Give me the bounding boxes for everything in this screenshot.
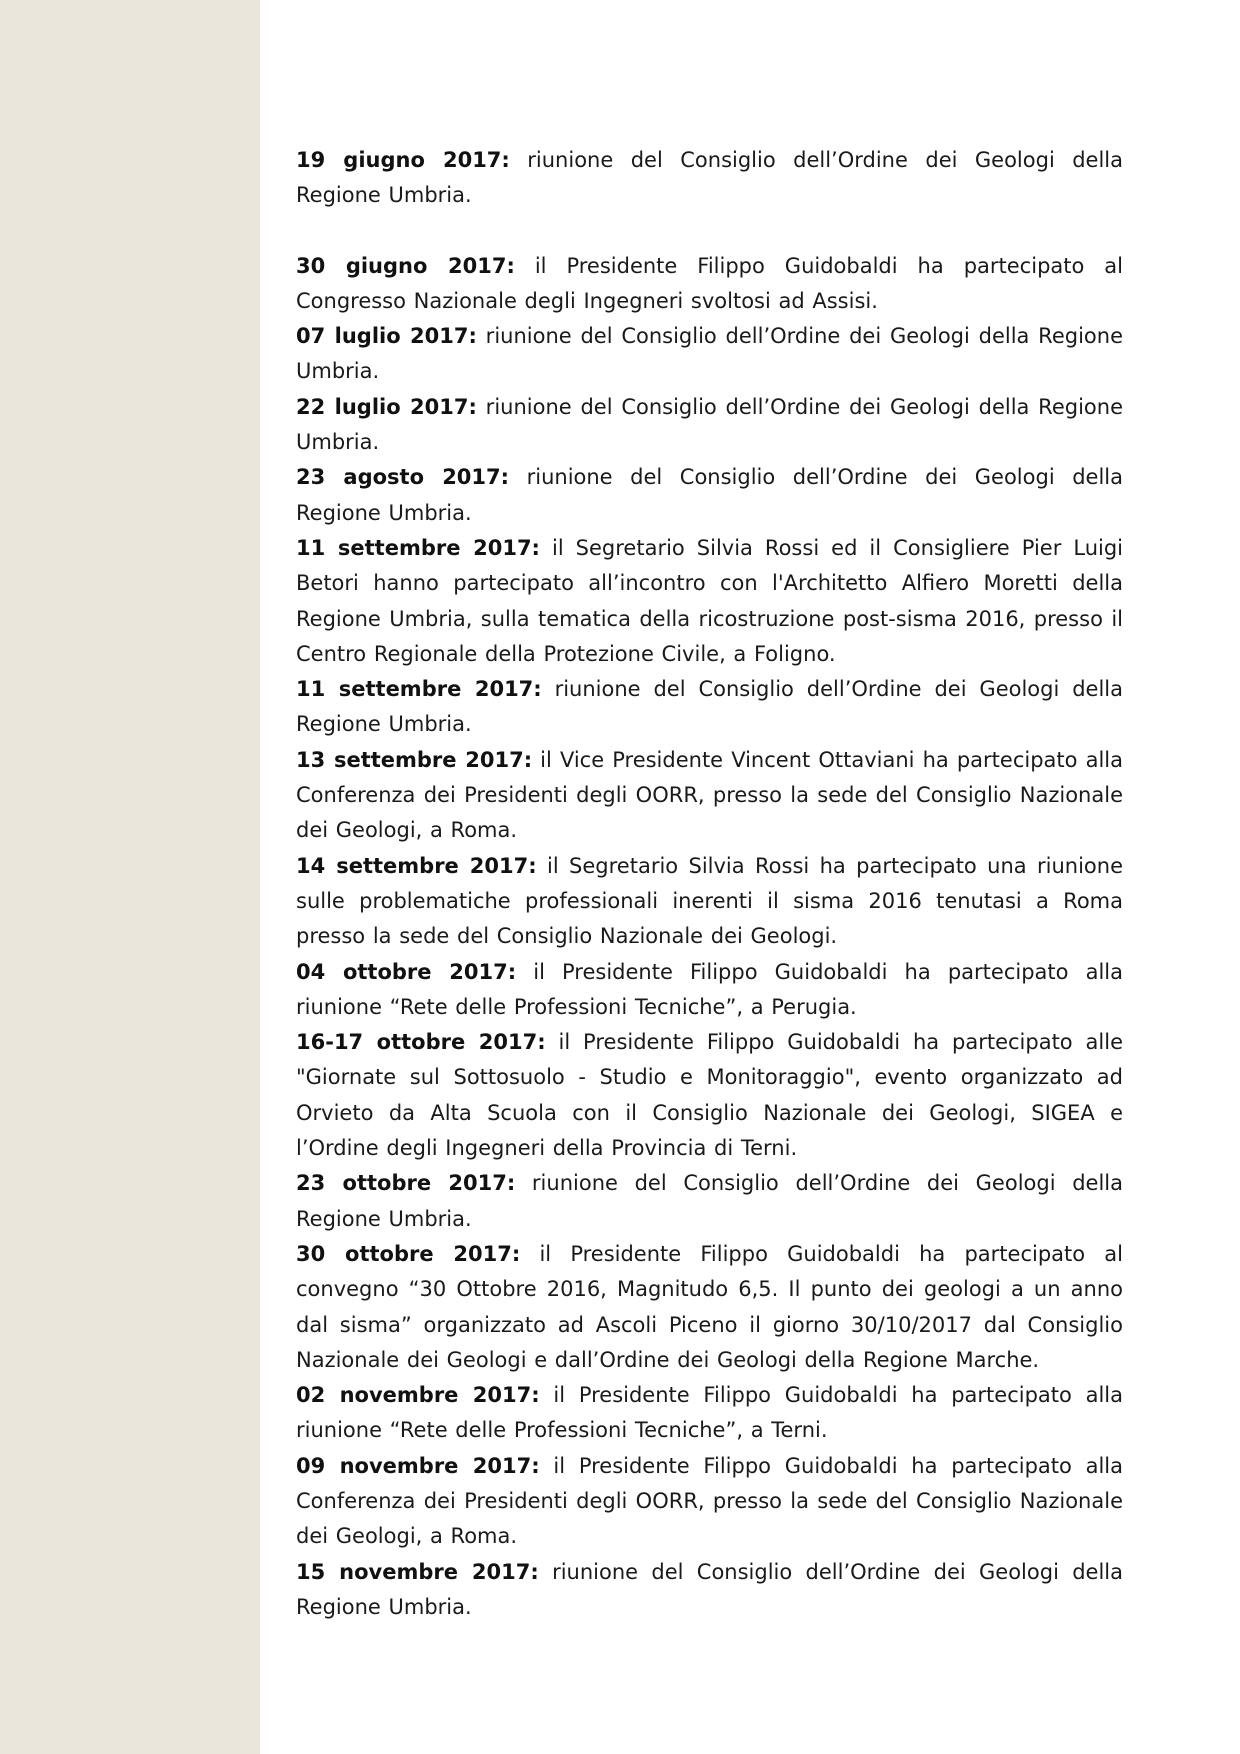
event-description: riunione del Consiglio dell’Ordine dei Geologi della Regione Umbria. [296, 465, 1123, 525]
event-date: 23 agosto 2017: [296, 465, 510, 490]
event-entry [296, 1166, 1123, 1237]
event-description: riunione del Consiglio dell’Ordine dei Geologi della Regione Umbria. [296, 394, 1123, 455]
event-entry [296, 1025, 1123, 1166]
event-date: 04 ottobre 2017: [296, 959, 517, 984]
event-entry [296, 249, 1123, 320]
event-date: 23 ottobre 2017: [296, 1171, 516, 1196]
event-description: riunione del Consiglio dell’Ordine dei Geologi della Regione Umbria. [296, 148, 1124, 208]
event-entry [296, 743, 1123, 849]
event-description: il Segretario Silvia Rossi ha partecipato una riunione sulle problematiche professionali inerenti il sisma 2016 tenutasi a Roma presso la sede del Consiglio Nazionale dei Geologi. [296, 853, 1123, 949]
page-side-band [0, 0, 260, 1754]
event-description: riunione del Consiglio dell’Ordine dei Geologi della Regione Umbria. [296, 1171, 1123, 1231]
event-date: 11 settembre 2017: [296, 535, 540, 560]
event-entry [296, 1555, 1123, 1626]
event-entry [296, 955, 1123, 1026]
event-date: 22 luglio 2017: [296, 394, 477, 419]
event-description: il Presidente Filippo Guidobaldi ha partecipato al convegno “30 Ottobre 2016, Magnitudo 6,5. Il punto dei geologi a un anno dal sisma” organizzato ad Ascoli Piceno il giorno 30/10/2017 dal Consiglio Nazionale dei Geologi e dall’Ordine dei Geologi della Regione Marche. [296, 1241, 1123, 1372]
event-entry [296, 460, 1123, 531]
event-date: 11 settembre 2017: [296, 677, 542, 702]
event-date: 02 novembre 2017: [296, 1383, 540, 1408]
event-date: 07 luglio 2017: [296, 324, 477, 349]
document-body [296, 143, 1123, 1625]
event-description: il Presidente Filippo Guidobaldi ha partecipato al Congresso Nazionale degli Ingegneri svoltosi ad Assisi. [296, 253, 1124, 313]
event-description: il Segretario Silvia Rossi ed il Consigliere Pier Luigi Betori hanno partecipato all’incontro con l'Architetto Alfiero Moretti della Regione Umbria, sulla tematica della ricostruzione post-sisma 2016, presso il Centro Regionale della Protezione Civile, a Foligno. [296, 535, 1123, 666]
event-entry [296, 1237, 1123, 1378]
event-entry [296, 390, 1123, 461]
event-entry [296, 1378, 1123, 1449]
event-description: riunione del Consiglio dell’Ordine dei Geologi della Regione Umbria. [296, 324, 1123, 384]
event-description: il Vice Presidente Vincent Ottaviani ha partecipato alla Conferenza dei Presidenti degli OORR, presso la sede del Consiglio Nazionale dei Geologi, a Roma. [296, 747, 1123, 843]
event-description: il Presidente Filippo Guidobaldi ha partecipato alla Conferenza dei Presidenti degli OORR, presso la sede del Consiglio Nazionale dei Geologi, a Roma. [296, 1453, 1124, 1549]
event-date: 19 giugno 2017: [296, 148, 510, 172]
event-entry [296, 531, 1123, 672]
event-date: 15 novembre 2017: [296, 1559, 539, 1584]
event-description: il Presidente Filippo Guidobaldi ha partecipato alla riunione “Rete delle Professioni Tecniche”, a Perugia. [296, 959, 1123, 1019]
event-date: 30 giugno 2017: [296, 253, 515, 278]
event-date: 16-17 ottobre 2017: [296, 1030, 546, 1055]
event-entry [296, 1449, 1123, 1555]
event-entry [296, 672, 1123, 743]
event-date: 30 ottobre 2017: [296, 1241, 521, 1266]
event-entry [296, 849, 1123, 955]
event-entry [296, 143, 1123, 214]
event-description: il Presidente Filippo Guidobaldi ha partecipato alla riunione “Rete delle Professioni Tecniche”, a Terni. [296, 1383, 1124, 1443]
event-description: il Presidente Filippo Guidobaldi ha partecipato alle "Giornate sul Sottosuolo - Studio e Monitoraggio", evento organizzato ad Orvieto da Alta Scuola con il Consiglio Nazionale dei Geologi, SIGEA e l’Ordine degli Ingegneri della Provincia di Terni. [296, 1030, 1123, 1161]
event-description: riunione del Consiglio dell’Ordine dei Geologi della Regione Umbria. [296, 677, 1123, 737]
event-date: 13 settembre 2017: [296, 747, 533, 772]
event-entry [296, 319, 1123, 390]
event-description: riunione del Consiglio dell’Ordine dei Geologi della Regione Umbria. [296, 1559, 1124, 1619]
event-date: 09 novembre 2017: [296, 1453, 540, 1478]
event-date: 14 settembre 2017: [296, 853, 537, 878]
